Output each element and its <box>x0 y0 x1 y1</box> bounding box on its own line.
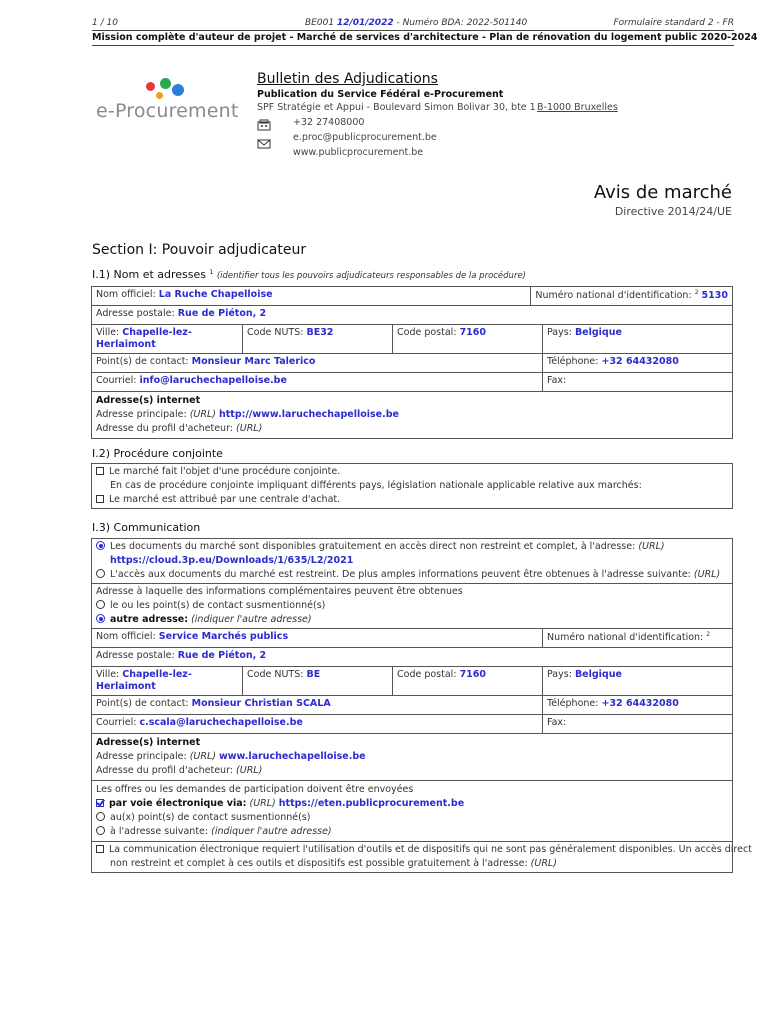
main-url-link[interactable]: www.laruchechapelloise.be <box>219 751 366 762</box>
fax-cell: Fax: <box>542 373 732 391</box>
publisher-email[interactable]: e.proc@publicprocurement.be <box>293 132 437 143</box>
postal-code-cell: Code postal: 7160 <box>392 667 542 695</box>
logo-dot <box>156 92 163 99</box>
mission-title: Mission complète d'auteur de projet - Marché de services d'architecture - Plan de rénovation du logement public 2020-2024 <box>92 32 758 43</box>
phone-cell: Téléphone: +32 64432080 <box>542 696 732 714</box>
fax-cell: Fax: <box>542 715 732 733</box>
electronic-tools: La communication électronique requiert l'utilisation d'outils et de dispositifs qui ne sont pas généralement disponibles. Un accès direct non restreint et complet à ces outils et dispositifs est possible gratuitement à l'adresse: (URL) <box>92 842 732 872</box>
publisher-city: B-1000 Bruxelles <box>537 102 618 113</box>
info-other-radio[interactable] <box>96 614 105 623</box>
internet-addresses: Adresse(s) internet Adresse principale: (URL) http://www.laruchechapelloise.be Adresse du profil d'acheteur: (URL) <box>96 395 399 434</box>
internet-addresses: Adresse(s) internet Adresse principale: (URL) www.laruchechapelloise.be Adresse du profil d'acheteur: (URL) <box>92 734 732 781</box>
submit-other-radio[interactable] <box>96 826 105 835</box>
offers-submission: Les offres ou les demandes de participation doivent être envoyées par voie électronique via: (URL) https://eten.publicprocurement.be au(x) point(s) de contact susmentionné(s) à l'adresse suivante: (indiquer l'autre adresse) <box>92 781 732 842</box>
directive: Directive 2014/24/UE <box>614 205 732 218</box>
submission-url-link[interactable]: https://eten.publicprocurement.be <box>278 798 465 809</box>
envelope-icon <box>257 134 271 144</box>
submit-contact-radio[interactable] <box>96 812 105 821</box>
joint-procedure-checkbox[interactable] <box>96 467 104 475</box>
postal-address-cell: Adresse postale: Rue de Piéton, 2 <box>96 650 267 661</box>
i3-table: Les documents du marché sont disponibles gratuitement en accès direct non restreint et complet, à l'adresse: (URL) https://cloud.3p.eu/Downloads/1/635/L2/2021 L'accès aux documents du marché est restreint. De plus amples informations peuvent être obtenues à l'adresse suivante: (URL) Adresse à laquelle des informations complémentaires peuvent être obtenues le ou les point(s) de contact susmentionné(s) autre adresse: (indiquer l'autre adresse) Nom officiel: Service Marchés publics Numéro national d'identification: $^2$ Adresse postale: Rue de Piéton, 2 Ville: Chapelle-lez- Herlaimont Code NUTS: BE Code postal: 7160 Pays: Belgique Point(s) de contact: Monsieur Christian SCALA Téléphone: +32 64432080 Courriel: c.scala@laruchechapelloise.be Fax: Adresse(s) internet Adresse principale: (URL) www.laruchechapelloise.be Adresse du profil d'acheteur: (URL) Les offres ou les demandes de participation doivent être envoyées par voie électronique via: (URL) https://eten.publicprocurement.be au(x) point(s) de contact susmentionné(s) à l'adresse suivante: (indiquer l'autre adresse) La communication électronique requiert l'utilisation d'outils et de dispositifs qui ne sont pas généralement disponibles. Un accès direct non restreint et complet à ces outils et dispositifs est possible gratuitement à l'adresse: (URL) <box>91 538 733 873</box>
subsection-i1-title: I.1) Nom et adresses $^1$ (identifier tous les pouvoirs adjudicateurs responsables de la procédure) <box>92 268 526 281</box>
city-cell: Ville: Chapelle-lez- Herlaimont <box>96 327 192 350</box>
subsection-i2-title: I.2) Procédure conjointe <box>92 447 223 460</box>
phone-cell: Téléphone: +32 64432080 <box>542 354 732 372</box>
logo-dot <box>172 84 184 96</box>
subsection-i3-title: I.3) Communication <box>92 521 201 534</box>
section-title: Section I: Pouvoir adjudicateur <box>92 242 307 258</box>
city-cell: Ville: Chapelle-lez- Herlaimont <box>96 669 192 692</box>
docs-url-link[interactable]: https://cloud.3p.eu/Downloads/1/635/L2/2021 <box>110 555 354 566</box>
info-contact-radio[interactable] <box>96 600 105 609</box>
country-cell: Pays: Belgique <box>542 325 732 353</box>
form-type: Formulaire standard 2 - FR <box>613 18 734 28</box>
publisher: Publication du Service Fédéral e-Procurement <box>257 89 504 100</box>
i1-table <box>91 286 733 439</box>
header-divider <box>92 45 734 46</box>
electronic-submission-checkbox[interactable] <box>96 799 104 807</box>
contact-cell: Point(s) de contact: Monsieur Christian SCALA <box>96 698 331 709</box>
docs-restricted-radio[interactable] <box>96 569 105 578</box>
special-tools-checkbox[interactable] <box>96 845 104 853</box>
bulletin-title: Bulletin des Adjudications <box>257 71 438 87</box>
contact-cell: Point(s) de contact: Monsieur Marc Talerico <box>96 356 316 367</box>
postal-code-cell: Code postal: 7160 <box>392 325 542 353</box>
publisher-phone: +32 27408000 <box>293 117 365 128</box>
docs-free-radio[interactable] <box>96 541 105 550</box>
logo-dot <box>160 78 171 89</box>
nuts-cell: Code NUTS: BE32 <box>242 325 392 353</box>
logo-dots <box>140 78 190 98</box>
postal-address-cell: Adresse postale: Rue de Piéton, 2 <box>96 308 267 319</box>
phone-icon <box>257 116 271 128</box>
national-id-cell: Numéro national d'identification: $^2$ 5130 <box>530 287 732 305</box>
i2-table: Le marché fait l'objet d'une procédure conjointe. En cas de procédure conjointe impliquant différents pays, législation nationale applicable relative aux marchés: Le marché est attribué par une centrale d'achat. <box>91 463 733 509</box>
email-cell: Courriel: info@laruchechapelloise.be <box>96 375 287 386</box>
publisher-website[interactable]: www.publicprocurement.be <box>293 147 424 158</box>
logo-dot <box>146 82 155 91</box>
official-name-cell: Nom officiel: Service Marchés publics <box>96 631 289 642</box>
eprocurement-logo: e-Procurement <box>96 100 239 122</box>
national-id-cell: Numéro national d'identification: $^2$ <box>542 629 732 647</box>
country-cell: Pays: Belgique <box>542 667 732 695</box>
publisher-address: SPF Stratégie et Appui - Boulevard Simon Bolivar 30, bte 1 <box>257 102 536 113</box>
main-url-link[interactable]: http://www.laruchechapelloise.be <box>219 409 399 420</box>
page-header <box>92 18 734 30</box>
central-purchasing-checkbox[interactable] <box>96 495 104 503</box>
page-number: 1 / 10 <box>92 18 118 28</box>
official-name-cell: Nom officiel: La Ruche Chapelloise <box>96 289 273 300</box>
header-divider <box>92 30 734 31</box>
doc-reference: BE001 12/01/2022 - Numéro BDA: 2022-501140 <box>305 18 528 28</box>
notice-title: Avis de marché <box>593 182 732 203</box>
nuts-cell: Code NUTS: BE <box>242 667 392 695</box>
email-cell: Courriel: c.scala@laruchechapelloise.be <box>96 717 303 728</box>
